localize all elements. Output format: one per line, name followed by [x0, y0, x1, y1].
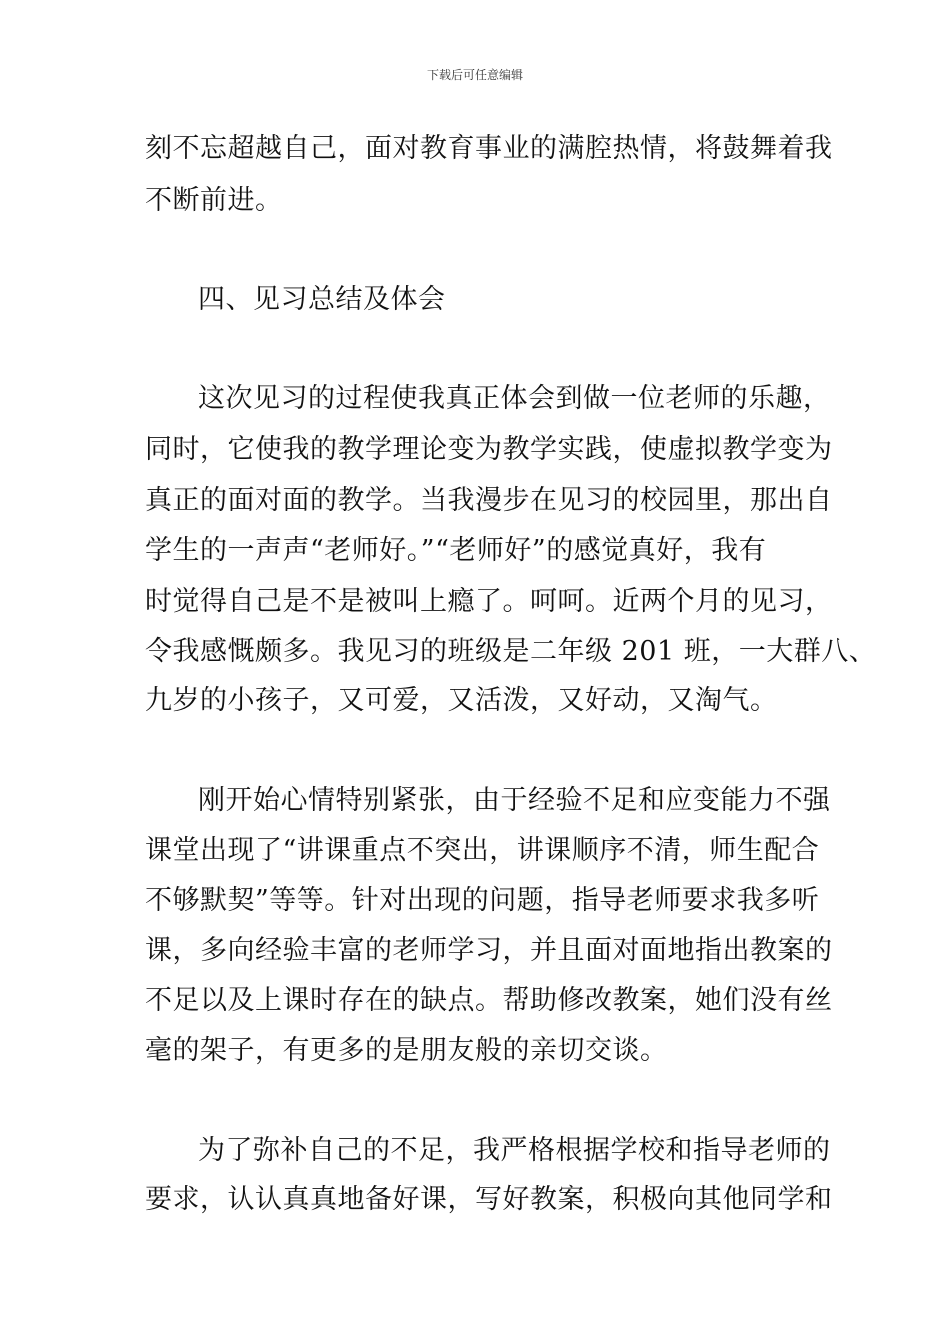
paragraph-line: 刻不忘超越自己，面对教育事业的满腔热情，将鼓舞着我 [145, 133, 833, 164]
paragraph-line: 令我感慨颇多。我见习的班级是二年级 201 班，一大群八、 [145, 636, 877, 667]
section-heading: 四、见习总结及体会 [198, 284, 446, 315]
paragraph-line: 同时，它使我的教学理论变为教学实践，使虚拟教学变为 [145, 434, 833, 465]
paragraph-line: 刚开始心情特别紧张，由于经验不足和应变能力不强 [198, 785, 831, 816]
paragraph-line: 要求，认认真真地备好课，写好教案，积极向其他同学和 [145, 1184, 833, 1215]
paragraph-line: 课堂出现了“讲课重点不突出，讲课顺序不清，师生配合 [145, 835, 820, 866]
paragraph-line: 毫的架子，有更多的是朋友般的亲切交谈。 [145, 1035, 668, 1066]
paragraph-line: 时觉得自己是不是被叫上瘾了。呵呵。近两个月的见习， [145, 586, 833, 617]
paragraph-line: 不断前进。 [145, 185, 283, 216]
paragraph-line: 真正的面对面的教学。当我漫步在见习的校园里，那出自 [145, 485, 833, 516]
paragraph-line: 这次见习的过程使我真正体会到做一位老师的乐趣， [198, 383, 831, 414]
header-note: 下载后可任意编辑 [426, 68, 523, 82]
paragraph-line: 为了弥补自己的不足，我严格根据学校和指导老师的 [198, 1135, 831, 1166]
paragraph-line: 不足以及上课时存在的缺点。帮助修改教案，她们没有丝 [145, 985, 833, 1016]
paragraph-line: 不够默契”等等。针对出现的问题，指导老师要求我多听 [145, 885, 820, 916]
paragraph-line: 课，多向经验丰富的老师学习，并且面对面地指出教案的 [145, 935, 833, 966]
paragraph-line: 学生的一声声“老师好。”“老师好”的感觉真好，我有 [145, 535, 767, 566]
paragraph-line: 九岁的小孩子，又可爱，又活泼，又好动，又淘气。 [145, 685, 778, 716]
